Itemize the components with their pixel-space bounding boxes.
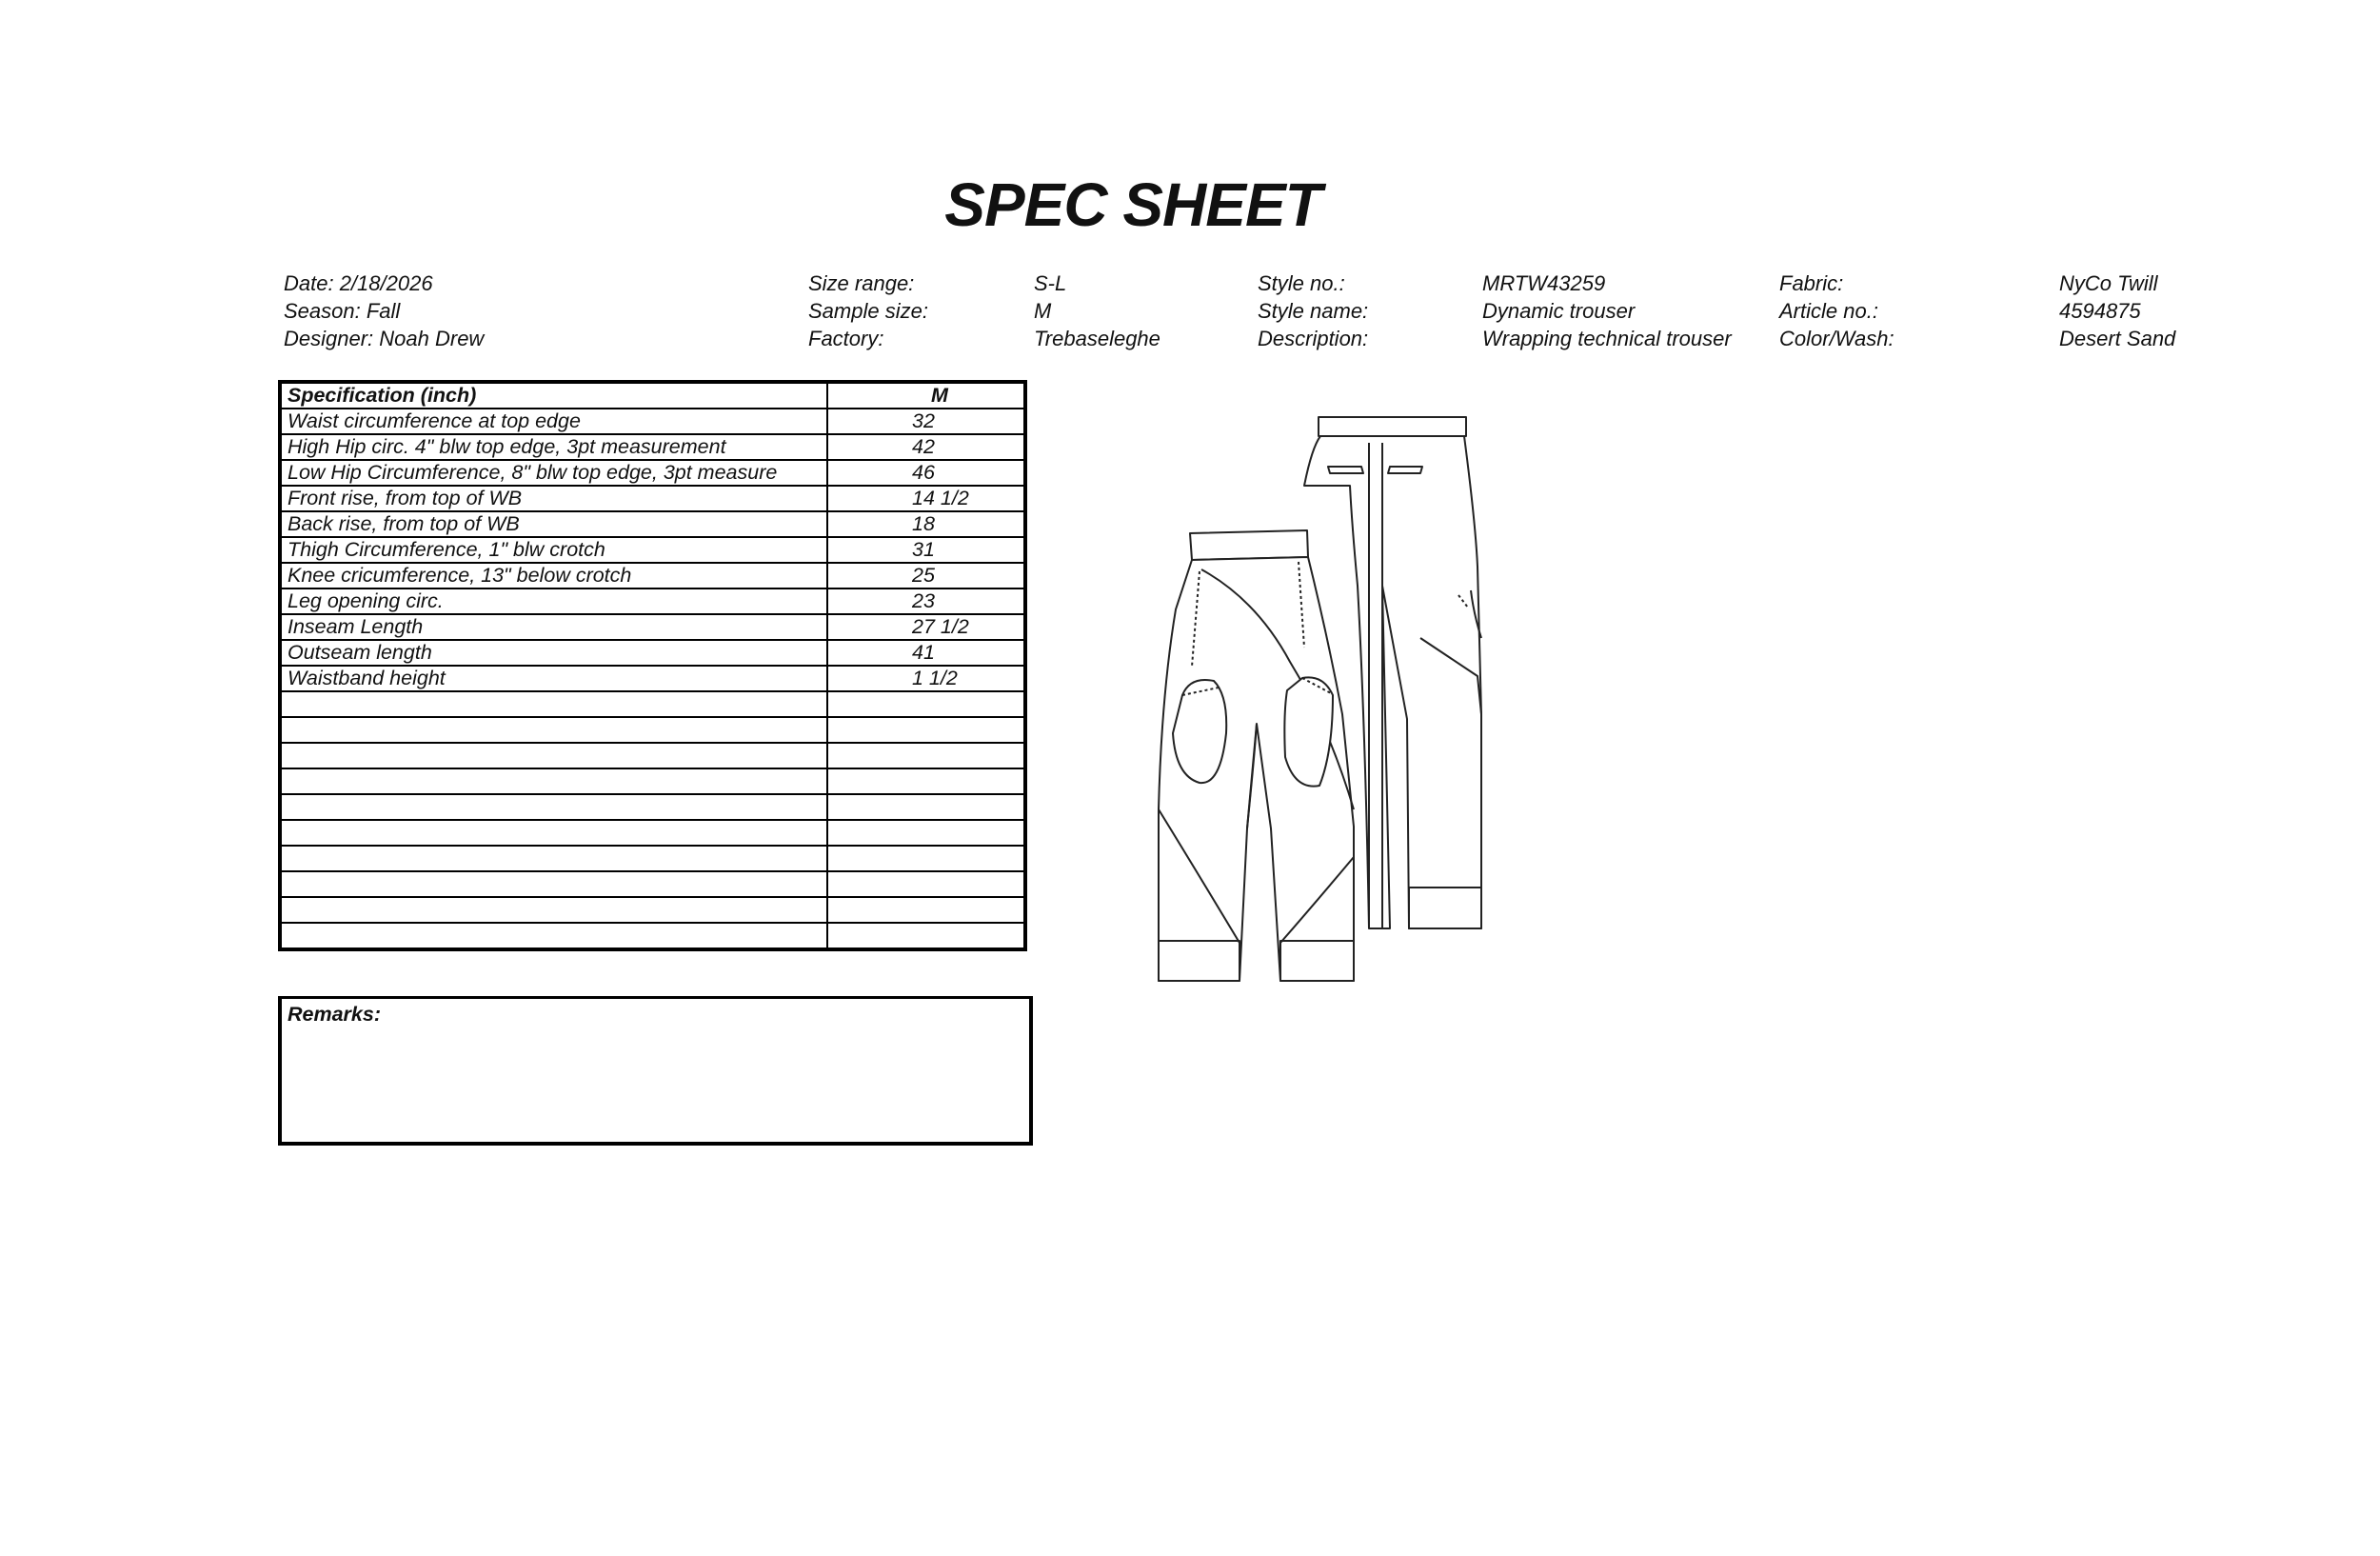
table-row-empty xyxy=(280,897,1025,923)
spec-name: Thigh Circumference, 1" blw crotch xyxy=(280,537,827,563)
spec-name: Outseam length xyxy=(280,640,827,666)
meta-description: Wrapping technical trouser xyxy=(1482,327,1732,350)
spec-value: 41 xyxy=(827,640,1025,666)
table-row-empty xyxy=(280,923,1025,949)
table-row-empty xyxy=(280,768,1025,794)
meta-label: Factory: xyxy=(808,327,884,350)
table-row xyxy=(280,511,1025,537)
spec-value: 42 xyxy=(827,434,1025,460)
spec-name: High Hip circ. 4" blw top edge, 3pt measurement xyxy=(280,434,827,460)
spec-name: Waistband height xyxy=(280,666,827,691)
meta-label: Description: xyxy=(1258,327,1369,350)
table-row xyxy=(280,588,1025,614)
meta-fabric-values xyxy=(2059,269,2175,352)
spec-value: 32 xyxy=(827,409,1025,434)
table-row xyxy=(280,563,1025,588)
spec-name: Leg opening circ. xyxy=(280,588,827,614)
meta-style-no: MRTW43259 xyxy=(1482,271,1606,295)
meta-size-range: S-L xyxy=(1034,271,1067,295)
meta-date: Date: 2/18/2026 xyxy=(284,271,433,295)
meta-fabric-labels xyxy=(1779,269,1894,352)
table-row-empty xyxy=(280,691,1025,717)
spec-name: Inseam Length xyxy=(280,614,827,640)
spec-value: 23 xyxy=(827,588,1025,614)
meta-season: Season: Fall xyxy=(284,299,401,323)
meta-label: Size range: xyxy=(808,271,915,295)
table-row xyxy=(280,486,1025,511)
meta-label: Fabric: xyxy=(1779,271,1844,295)
meta-style-labels xyxy=(1258,269,1368,352)
meta-article-no: 4594875 xyxy=(2059,299,2141,323)
table-row-empty xyxy=(280,820,1025,846)
table-row-empty xyxy=(280,846,1025,871)
meta-style-name: Dynamic trouser xyxy=(1482,299,1636,323)
meta-designer: Designer: Noah Drew xyxy=(284,327,485,350)
spec-name: Back rise, from top of WB xyxy=(280,511,827,537)
table-row-empty xyxy=(280,794,1025,820)
spec-value: 27 1/2 xyxy=(827,614,1025,640)
table-row xyxy=(280,537,1025,563)
spec-name: Knee cricumference, 13" below crotch xyxy=(280,563,827,588)
table-header-row xyxy=(280,382,1025,409)
meta-general xyxy=(284,269,484,352)
table-row xyxy=(280,640,1025,666)
trouser-flat-sketch xyxy=(1133,409,1533,1057)
table-row-empty xyxy=(280,743,1025,768)
remarks-box xyxy=(278,996,1033,1146)
meta-color-wash: Desert Sand xyxy=(2059,327,2176,350)
table-row xyxy=(280,434,1025,460)
spec-name: Waist circumference at top edge xyxy=(280,409,827,434)
spec-value: 18 xyxy=(827,511,1025,537)
table-row xyxy=(280,460,1025,486)
table-row xyxy=(280,409,1025,434)
remarks-label: Remarks: xyxy=(288,1003,381,1026)
table-row-empty xyxy=(280,717,1025,743)
table-row-empty xyxy=(280,871,1025,897)
table-row xyxy=(280,666,1025,691)
table-row xyxy=(280,614,1025,640)
meta-sample-size: M xyxy=(1034,299,1052,323)
spec-name: Front rise, from top of WB xyxy=(280,486,827,511)
spec-table xyxy=(278,380,1027,951)
meta-label: Style name: xyxy=(1258,299,1369,323)
meta-label: Sample size: xyxy=(808,299,928,323)
meta-style-values xyxy=(1482,269,1732,352)
trouser-front-view xyxy=(1159,530,1354,981)
page-title: SPEC SHEET xyxy=(944,170,1321,239)
spec-value: 25 xyxy=(827,563,1025,588)
meta-size-values xyxy=(1034,269,1160,352)
header-spec: Specification (inch) xyxy=(280,382,827,409)
meta-label: Color/Wash: xyxy=(1779,327,1894,350)
meta-label: Article no.: xyxy=(1779,299,1878,323)
meta-fabric: NyCo Twill xyxy=(2059,271,2158,295)
spec-value: 1 1/2 xyxy=(827,666,1025,691)
meta-label: Style no.: xyxy=(1258,271,1345,295)
header-size: M xyxy=(827,382,1025,409)
spec-value: 14 1/2 xyxy=(827,486,1025,511)
meta-size-labels xyxy=(808,269,928,352)
spec-value: 31 xyxy=(827,537,1025,563)
spec-name: Low Hip Circumference, 8" blw top edge, 3pt measure xyxy=(280,460,827,486)
meta-factory: Trebaseleghe xyxy=(1034,327,1160,350)
spec-value: 46 xyxy=(827,460,1025,486)
